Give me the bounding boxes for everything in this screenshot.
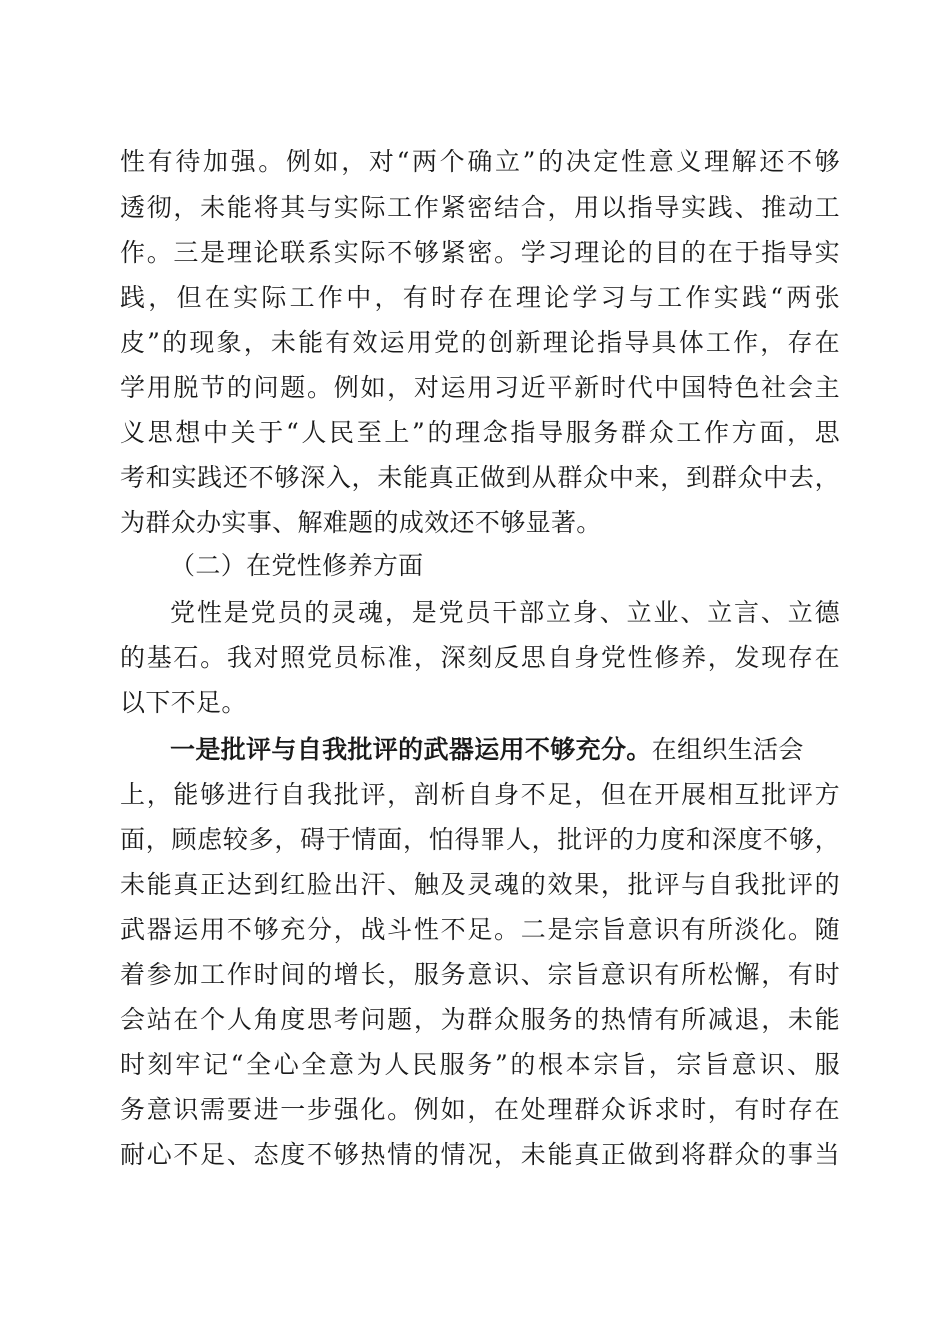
paragraph-1-line-2: 透彻，未能将其与实际工作紧密结合，用以指导实践、推动工 [120, 193, 840, 222]
paragraph-2-line-2: 的基石。我对照党员标准，深刻反思自身党性修养，发现存在 [120, 643, 840, 672]
paragraph-3-lead-rest: 在组织生活会 [651, 735, 804, 764]
paragraph-1-line-7: 义思想中关于“人民至上”的理念指导服务群众工作方面，思 [120, 418, 840, 447]
paragraph-2-line-3: 以下不足。 [120, 688, 247, 717]
paragraph-3-line-9: 务意识需要进一步强化。例如，在处理群众诉求时，有时存在 [120, 1095, 840, 1124]
section-heading: （二）在党性修养方面 [170, 551, 424, 580]
paragraph-3-line-6: 着参加工作时间的增长，服务意识、宗旨意识有所松懈，有时 [120, 960, 840, 989]
paragraph-1-line-1: 性有待加强。例如，对“两个确立”的决定性意义理解还不够 [120, 147, 840, 176]
paragraph-3-line-8: 时刻牢记“全心全意为人民服务”的根本宗旨，宗旨意识、服 [120, 1050, 840, 1079]
paragraph-3-lead-bold: 一是批评与自我批评的武器运用不够充分。 [170, 735, 652, 764]
paragraph-3-line-5: 武器运用不够充分，战斗性不足。二是宗旨意识有所淡化。随 [120, 915, 840, 944]
paragraph-3-line-2: 上，能够进行自我批评，剖析自身不足，但在开展相互批评方 [120, 780, 840, 809]
paragraph-3-line-4: 未能真正达到红脸出汗、触及灵魂的效果，批评与自我批评的 [120, 870, 840, 899]
paragraph-3-line-7: 会站在个人角度思考问题，为群众服务的热情有所减退，未能 [120, 1005, 840, 1034]
paragraph-1-line-8: 考和实践还不够深入，未能真正做到从群众中来，到群众中去， [120, 463, 840, 492]
paragraph-1-line-5: 皮”的现象，未能有效运用党的创新理论指导具体工作，存在 [120, 328, 840, 357]
paragraph-3-line-10: 耐心不足、态度不够热情的情况，未能真正做到将群众的事当 [120, 1140, 840, 1169]
paragraph-1-line-3: 作。三是理论联系实际不够紧密。学习理论的目的在于指导实 [120, 238, 840, 267]
paragraph-3-line-1 [170, 732, 840, 768]
paragraph-2-line-1: 党性是党员的灵魂，是党员干部立身、立业、立言、立德 [170, 598, 840, 627]
paragraph-3-line-3: 面，顾虑较多，碍于情面，怕得罪人，批评的力度和深度不够， [120, 825, 840, 854]
paragraph-1-line-6: 学用脱节的问题。例如，对运用习近平新时代中国特色社会主 [120, 373, 840, 402]
paragraph-1-line-9: 为群众办实事、解难题的成效还不够显著。 [120, 508, 602, 537]
paragraph-1-line-4: 践，但在实际工作中，有时存在理论学习与工作实践“两张 [120, 283, 840, 312]
